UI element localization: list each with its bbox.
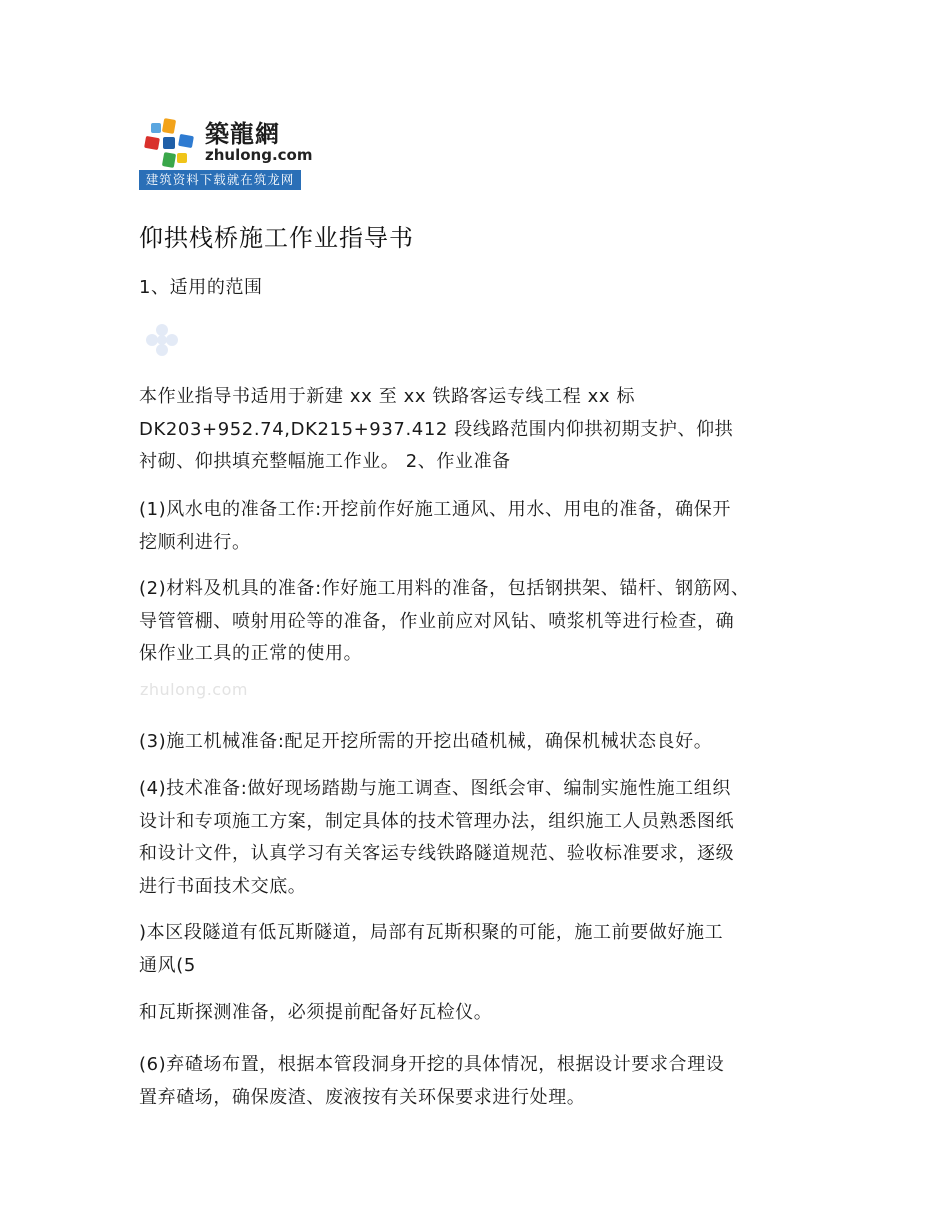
- paragraph-prep-5: )本区段隧道有低瓦斯隧道，局部有瓦斯积聚的可能，施工前要做好施工 通风(5: [139, 922, 724, 976]
- logo-url: zhulong.com: [205, 146, 313, 164]
- paragraph-prep-4: (4)技术准备:做好现场踏勘与施工调查、图纸会审、编制实施性施工组织 设计和专项施工方案，制定具体的技术管理办法，组织施工人员熟悉图纸 和设计文件，认真学习有关客运专线铁路隧道规范、验收标准要求，逐级 进行书面技术交底。: [139, 778, 735, 897]
- paragraph-scope-text: 本作业指导书适用于新建 xx 至 xx 铁路客运专线工程 xx 标 DK203+952.74,DK215+937.412 段线路范围内仰拱初期支护、仰拱 衬砌、仰拱填充整幅施工作业。 2、作业准备: [139, 386, 734, 472]
- zhulong-logo: [139, 111, 313, 190]
- section-heading-scope: 1、适用的范围: [139, 277, 263, 298]
- paragraph-prep-3: (3)施工机械准备:配足开挖所需的开挖出碴机械，确保机械状态良好。: [139, 731, 713, 752]
- watermark-text: zhulong.com: [140, 680, 248, 699]
- paragraph-prep-6: (6)弃碴场布置，根据本管段洞身开挖的具体情况，根据设计要求合理设 置弃碴场，确保废渣、废液按有关环保要求进行处理。: [139, 1054, 725, 1108]
- logo-name: 築龍網: [205, 119, 280, 148]
- logo-header: [139, 111, 313, 169]
- paragraph-prep-5-cont: 和瓦斯探测准备，必须提前配备好瓦检仪。: [139, 1002, 493, 1023]
- paragraph-prep-2: (2)材料及机具的准备:作好施工用料的准备，包括钢拱架、锚杆、钢筋网、 导管管棚、喷射用砼等的准备，作业前应对风钻、喷浆机等进行检查，确 保作业工具的正常的使用。: [139, 578, 750, 664]
- zhulong-mark-icon: [143, 117, 195, 169]
- logo-tagline: 建筑资料下载就在筑龙网: [139, 170, 301, 190]
- watermark-logo-icon: [140, 318, 184, 362]
- paragraph-prep-1: (1)风水电的准备工作:开挖前作好施工通风、用水、用电的准备，确保开 挖顺利进行。: [139, 499, 731, 553]
- document-title: 仰拱栈桥施工作业指导书: [139, 224, 414, 252]
